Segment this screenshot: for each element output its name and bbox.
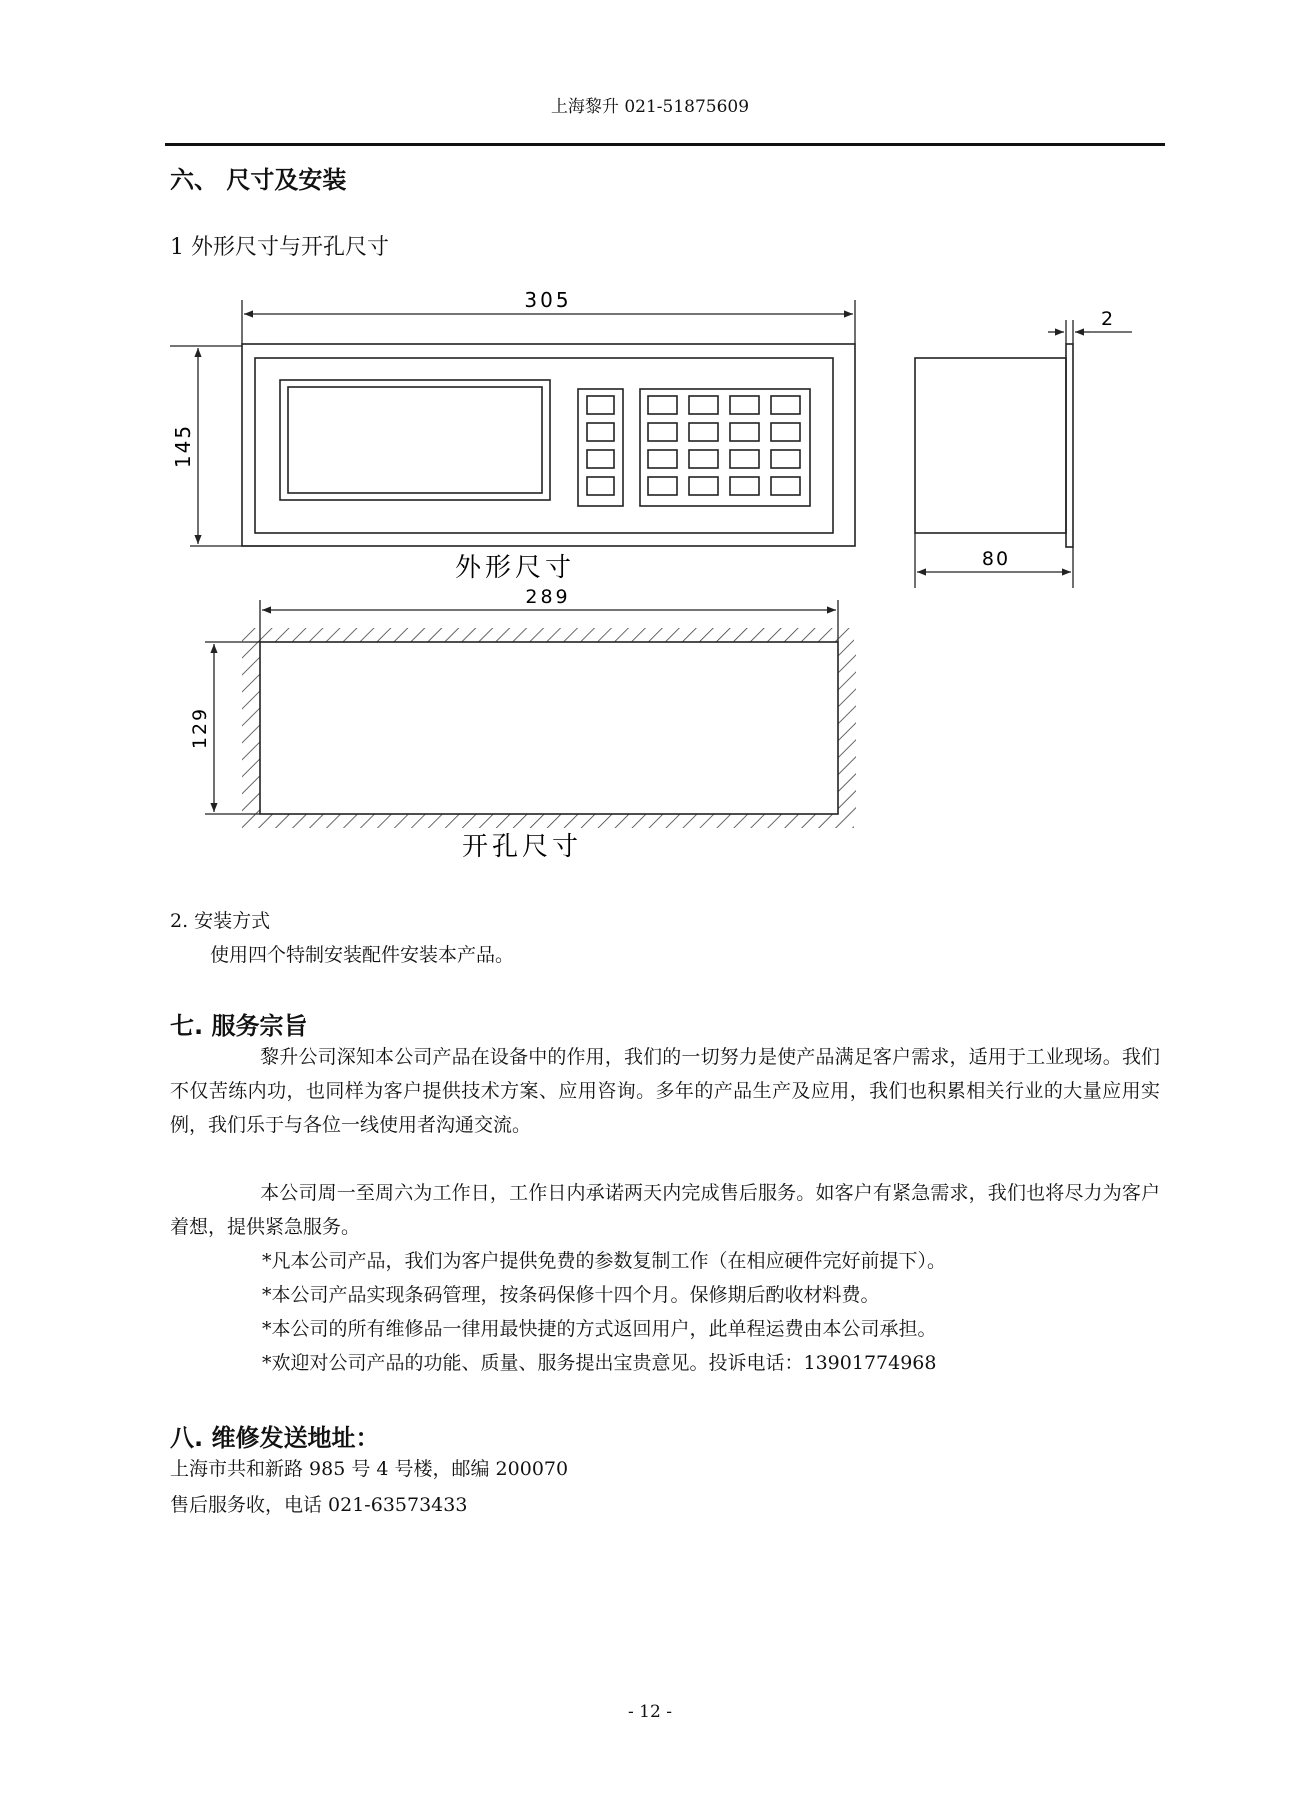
page-header: 上海黎升 021-51875609 [550, 97, 750, 117]
section6-subtitle: 1 外形尺寸与开孔尺寸 [170, 235, 389, 260]
section8-title: 八. 维修发送地址： [170, 1424, 380, 1452]
service-para-1 [170, 1040, 1160, 1142]
service-para-1-text: 黎升公司深知本公司产品在设备中的作用，我们的一切努力是使产品满足客户需求，适用于工业现场。我们不仅苦练内功，也同样为客户提供技术方案、应用咨询。多年的产品生产及应用，我们也积累相关行业的大量应用实例，我们乐于与各位一线使用者沟通交流。 [170, 1046, 1160, 1136]
service-bullet: *凡本公司产品，我们为客户提供免费的参数复制工作（在相应硬件完好前提下）。 [262, 1250, 947, 1272]
section7-title: 七. 服务宗旨 [170, 1012, 308, 1040]
dim-flange-line [1048, 320, 1132, 344]
dim-flange-label: 2 [1100, 308, 1114, 330]
service-para-2-text: 本公司周一至周六为工作日，工作日内承诺两天内完成售后服务。如客户有紧急需求，我们也将尽力为客户着想，提供紧急服务。 [170, 1182, 1160, 1238]
service-para-2 [170, 1176, 1160, 1244]
cutout-caption: 开孔尺寸 [461, 832, 583, 862]
service-contact: 售后服务收，电话 021-63573433 [170, 1494, 468, 1516]
service-bullet: *本公司的所有维修品一律用最快捷的方式返回用户，此单程运费由本公司承担。 [262, 1318, 937, 1340]
dim-cut-width-label: 289 [525, 586, 571, 608]
service-bullet: *本公司产品实现条码管理，按条码保修十四个月。保修期后酌收材料费。 [262, 1284, 880, 1306]
page-number: - 12 - [628, 1702, 672, 1722]
service-bullets [262, 1244, 946, 1380]
service-bullet: *欢迎对公司产品的功能、质量、服务提出宝贵意见。投诉电话：13901774968 [262, 1352, 937, 1374]
dim-depth-label: 80 [981, 548, 1011, 570]
front-view [242, 344, 855, 546]
keypad-right [648, 396, 800, 495]
section6-title: 六、 尺寸及安装 [170, 166, 347, 194]
install-text: 使用四个特制安装配件安装本产品。 [210, 944, 515, 966]
install-title: 2. 安装方式 [170, 910, 271, 932]
dim-cut-height-label: 129 [189, 706, 211, 750]
dim-height-label: 145 [171, 423, 195, 469]
cutout-rect [260, 642, 838, 814]
side-view [915, 344, 1073, 547]
keypad-left [587, 396, 614, 495]
repair-address: 上海市共和新路 985 号 4 号楼，邮编 200070 [170, 1458, 569, 1480]
dim-width-label: 305 [524, 288, 572, 312]
outline-caption: 外形尺寸 [454, 553, 576, 583]
